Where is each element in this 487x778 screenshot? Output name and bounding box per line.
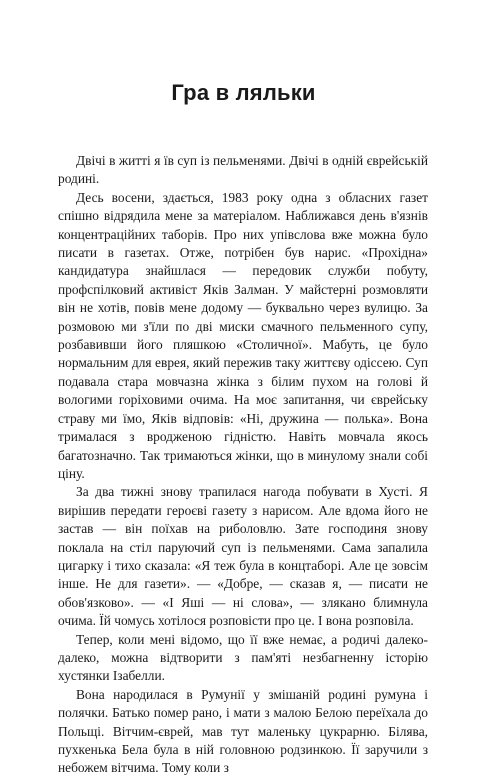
paragraph-2: Десь восени, здається, 1983 року одна з обласних газет спішно відрядила мене за матеріалом. Наближався день в'язнів концентраційних таборів. Про них упівслова вже можна було писати в газетах. Отже, потрібен був нарис. «Прохідна» кандидатура знайшлася — передовик служби побуту, профспілковий активіст Яків Залман. У майстерні розмовляти він не хотів, повів мене додому — буквально через вулицю. За розмовою ми з'їли по дві миски смачного пельменного супу, розбавивши його пляшкою «Столичної». Мабуть, це було нормальним для еврея, який пережив таку життєву одіссею. Суп подавала стара мовчазна жінка з білим пухом на голові й вологими горіховими очима. На моє запитання, чи єврейську страву ми їмо, Яків відповів: «Ні, дружина — полька». Вона трималася з вродженою гідністю. Навіть мовчала якось багатозначно. Так тримаються жінки, що в минулому знали собі ціну. [58,189,428,481]
body-text [58,152,428,778]
paragraph-3: За два тижні знову трапилася нагода побувати в Хусті. Я вирішив передати героєві газету з нарисом. Але вдома його не застав — він поїхав на риболовлю. Зате господиня знову поклала на стіл паруючий суп із пельменями. Сама запалила цигарку і тихо сказала: «Я теж була в концтаборі. Але це зовсім інше. Не для газети». — «Добре, — сказав я, — писати не обов'язково». — «І Яші — ні слова», — злякано блимнула очима. Їй чомусь хотілося розповісти про це. І вона розповіла. [58,484,428,629]
paragraph-1: Двічі в житті я їв суп із пельменями. Двічі в одній єврейській родині. [58,153,428,187]
paragraph-5: Вона народилася в Румунії у змішаній родині румуна і полячки. Батько помер рано, і мати з малою Белою переїхала до Польщі. Вітчим-єврей, мав тут маленьку цукрарню. Білява, пухкенька Бела була в ній головною родзинкою. Її заручили з небожем вітчима. Тому коли з [58,686,428,776]
chapter-title: Гра в ляльки [171,80,316,105]
paragraph-4: Тепер, коли мені відомо, що її вже немає, а родичі далеко-далеко, можна відтворити з пам'яті незбагненну історію хустянки Ізабелли. [58,631,428,684]
